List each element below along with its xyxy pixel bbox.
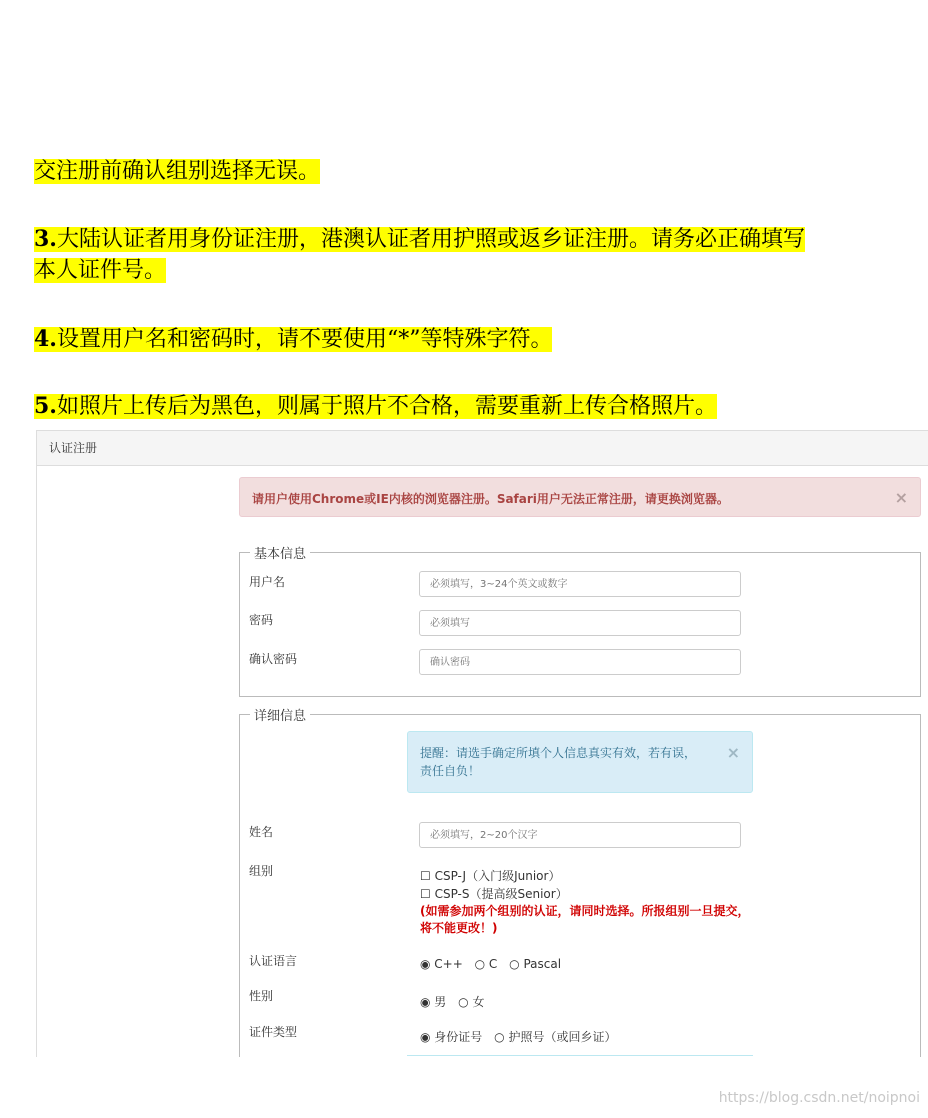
username-input[interactable]: [419, 571, 741, 597]
browser-alert: [239, 477, 921, 517]
note-text: 如照片上传后为黑色，则属于照片不合格，需要重新上传合格照片。: [56, 394, 717, 419]
detail-info-legend: 详细信息: [254, 709, 307, 724]
group-label: 组别: [249, 864, 274, 878]
info-alert-text: 提醒：请选手确定所填个人信息真实有效，若有误，责任自负！: [420, 746, 697, 778]
group-option-label: CSP-S（提高级Senior）: [434, 887, 568, 901]
browser-alert-text: 请用户使用Chrome或IE内核的浏览器注册。Safari用户无法正常注册，请更换浏览器。: [252, 492, 729, 506]
note-text: 设置用户名和密码时，请不要使用“*”等特殊字符。: [56, 327, 553, 352]
confirm-password-input[interactable]: [419, 649, 741, 675]
idtype-label: 证件类型: [249, 1025, 298, 1039]
language-radio-c[interactable]: ○ C: [474, 957, 498, 971]
info-alert: [407, 731, 753, 793]
note-line-5: [34, 391, 717, 422]
gender-radio-male[interactable]: ◉ 男: [420, 995, 447, 1009]
close-icon[interactable]: ×: [726, 743, 740, 762]
language-radio-group: [420, 957, 569, 971]
group-warning: (如需参加两个组别的认证，请同时选择。所报组别一旦提交，将不能更改！): [420, 904, 750, 935]
language-radio-pascal[interactable]: ○ Pascal: [509, 957, 562, 971]
password-input[interactable]: [419, 610, 741, 636]
note-line-3: [34, 224, 805, 255]
registration-panel: [36, 430, 928, 1057]
group-option-label: CSP-J（入门级Junior）: [434, 869, 561, 883]
note-text: 本人证件号。: [34, 258, 167, 283]
close-icon[interactable]: ×: [894, 488, 908, 507]
group-option-senior[interactable]: ☐ CSP-S（提高级Senior）: [420, 887, 568, 901]
note-line-4: [34, 324, 552, 355]
gender-label: 性别: [249, 989, 274, 1003]
panel-title: 认证注册: [37, 431, 928, 466]
language-label: 认证语言: [249, 954, 298, 968]
gender-radio-group: [420, 993, 492, 1010]
name-label: 姓名: [249, 825, 274, 839]
gender-radio-female[interactable]: ○ 女: [458, 995, 485, 1009]
idtype-radio-group: [420, 1028, 624, 1045]
idtype-radio-idcard[interactable]: ◉ 身份证号: [420, 1030, 483, 1044]
note-number: 4.: [34, 326, 57, 352]
note-number: 3.: [34, 226, 57, 252]
note-line-3-cont: [34, 255, 166, 286]
note-text: 大陆认证者用身份证注册，港澳认证者用护照或返乡证注册。请务必正确填写: [56, 227, 805, 252]
group-option-junior[interactable]: ☐ CSP-J（入门级Junior）: [420, 869, 561, 883]
watermark: https://blog.csdn.net/noipnoi: [718, 1090, 920, 1106]
note-line-2: [34, 156, 320, 187]
language-radio-cpp[interactable]: ◉ C++: [420, 957, 463, 971]
idtype-radio-passport[interactable]: ○ 护照号（或回乡证）: [494, 1030, 617, 1044]
basic-info-legend: 基本信息: [254, 547, 307, 562]
username-label: 用户名: [249, 575, 286, 589]
password-label: 密码: [249, 613, 274, 627]
name-input[interactable]: [419, 822, 741, 848]
next-info-box-edge: [407, 1055, 753, 1057]
note-number: 5.: [34, 393, 57, 419]
confirm-password-label: 确认密码: [249, 652, 298, 666]
note-text: 交注册前确认组别选择无误。: [34, 159, 321, 184]
